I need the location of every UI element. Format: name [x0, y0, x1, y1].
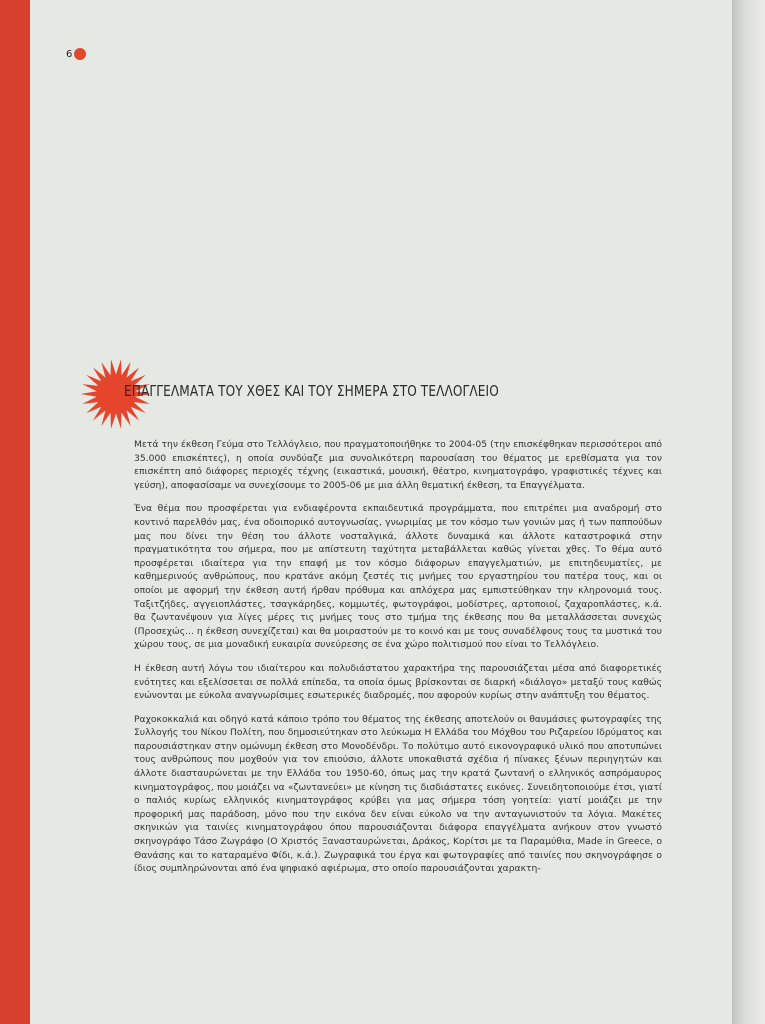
- article-body: [134, 438, 662, 876]
- paragraph-1: Μετά την έκθεση Γεύμα στο Τελλόγλειο, που πραγματοποιήθηκε το 2004-05 (την επισκέφθηκαν περισσότεροι από 35.000 επισκέπτες), η οποία συνδύαζε μια συνολικότερη παρουσίαση του θέματος με ερεθίσματα για τον επισκέπτη από διάφορες περιοχές τέχνης (εικαστικά, μουσική, θέατρο, κινηματογράφο, γραφιστικές τέχνες και γεύση), αποφασίσαμε να συνεχίσουμε το 2005-06 με μια άλλη θεματική έκθεση, τα Επαγγέλματα.: [134, 439, 662, 491]
- page-number-text: 6: [66, 48, 73, 60]
- paragraph-2: Ένα θέμα που προσφέρεται για ενδιαφέροντα εκπαιδευτικά προγράμματα, που επιτρέπει μια αναδρομή στο κοντινό παρελθόν μας, ένα οδοιπορικό αυτογνωσίας, γνωριμίας με τον κόσμο των γονιών μας ή των παππούδων μας που δίνει την θέση του άλλοτε νοσταλγικά, άλλοτε δυναμικά και άλλοτε καταστροφικά στην πραγματικότητα του σήμερα, που με απίστευτη ταχύτητα μεταβάλλεται καθώς γίνεται χθες. Το θέμα αυτό προσφέρεται ιδιαίτερα για την επαφή με τον κόσμο διάφορων επαγγελματιών, με επιτηδευματίες, με καθημερινούς ανθρώπους, που κρατάνε ακόμη ζεστές τις μνήμες του εργαστηρίου του πατέρα τους, και οι οποίοι με αφορμή την έκθεση αυτή ήρθαν πρόθυμα και απλόχερα μας εμπιστεύθηκαν την κληρονομιά τους. Ταξιτζήδες, αγγειοπλάστες, τσαγκάρηδες, κομμωτές, φωτογράφοι, μοδίστρες, αρτοποιοί, ζαχαροπλάστες, κ.ά. θα ζωντανέψουν για λίγες μέρες τις μνήμες τους στο τμήμα της έκθεσης που θα μεταλλάσσεται συνεχώς (Προσεχώς... η έκθεση συνεχίζεται) και θα μοιραστούν με το κοινό και με τους συναδέλφους τους τα μυστικά του χώρου τους, σε μια μοναδική ευκαιρία συνεύρεσης σε ένα χώρο πολιτισμού που είναι το Τελλόγλειο.: [134, 503, 662, 651]
- section-heading: ΕΠΑΓΓΕΛΜΑΤΑ ΤΟΥ ΧΘΕΣ ΚΑΙ ΤΟΥ ΣΗΜΕΡΑ ΣΤΟ ΤΕΛΛΟΓΛΕΙΟ: [124, 382, 499, 400]
- paragraph-3: Η έκθεση αυτή λόγω του ιδιαίτερου και πολυδιάστατου χαρακτήρα της παρουσιάζεται μέσα από διαφορετικές ενότητες και εξελίσσεται σε πολλά επίπεδα, τα οποία όμως βρίσκονται σε διαρκή «διάλογο» μεταξύ τους καθώς ενώνονται με εύκολα αναγνωρίσιμες εσωτερικές διαδρομές, που αφορούν κυρίως στην ανάπτυξη του θέματος.: [134, 662, 662, 702]
- page-number: [66, 48, 86, 60]
- page-edge-shadow: [732, 0, 765, 1024]
- red-margin-bar: [0, 0, 30, 1024]
- page-number-dot-icon: [74, 48, 86, 60]
- paragraph-4: Ραχοκοκκαλιά και οδηγό κατά κάποιο τρόπο του θέματος της έκθεσης αποτελούν οι θαυμάσιες φωτογραφίες της Συλλογής του Νίκου Πολίτη, που δημοσιεύτηκαν στο λεύκωμα Η Ελλάδα του Μόχθου του Ριζαρείου Ιδρύματος και παρουσιάστηκαν στην ομώνυμη έκθεση στο Μονοδένδρι. Το πολύτιμο αυτό εικονογραφικό υλικό που αποτυπώνει τους ανθρώπους που μοχθούν για τον επιούσιο, άλλοτε υποκαθιστά σχέδια ή πίνακες ξένων περιηγητών και άλλοτε διασταυρώνεται με την Ελλάδα του 1950-60, όπως μας την κρατά ζωντανή ο ελληνικός ασπρόμαυρος κινηματογράφος, που μοιάζει να «ζωντανεύει» με κίνηση τις δισδιάστατες εικόνες. Συνειδητοποιούμε έτσι, γιατί ο παλιός κυρίως ελληνικός κινηματογράφος κρύβει για μας σήμερα τόση γοητεία: γιατί μοιάζει με την προφορική μας παράδοση, μόνο που την εικόνα δεν είναι εύκολο να την ανταγωνιστούν τα λόγια. Μακέτες σκηνικών για ταινίες κινηματογράφου όπου παρουσιάζονται διάφορα επαγγέλματα ανήκουν στον γνωστό σκηνογράφο Τάσο Ζωγράφο (Ο Χριστός Ξανασταυρώνεται, Δράκος, Κορίτσι με τα Παραμύθια, Made in Greece, ο Θανάσης και το καταραμένο Φίδι, κ.ά.). Ζωγραφικά του έργα και φωτογραφίες από ταινίες που σκηνογράφησε ο ίδιος συμπληρώνονται από ένα ψηφιακό αφιέρωμα, στο οποίο παρουσιάζονται χαρακτη-: [134, 713, 662, 875]
